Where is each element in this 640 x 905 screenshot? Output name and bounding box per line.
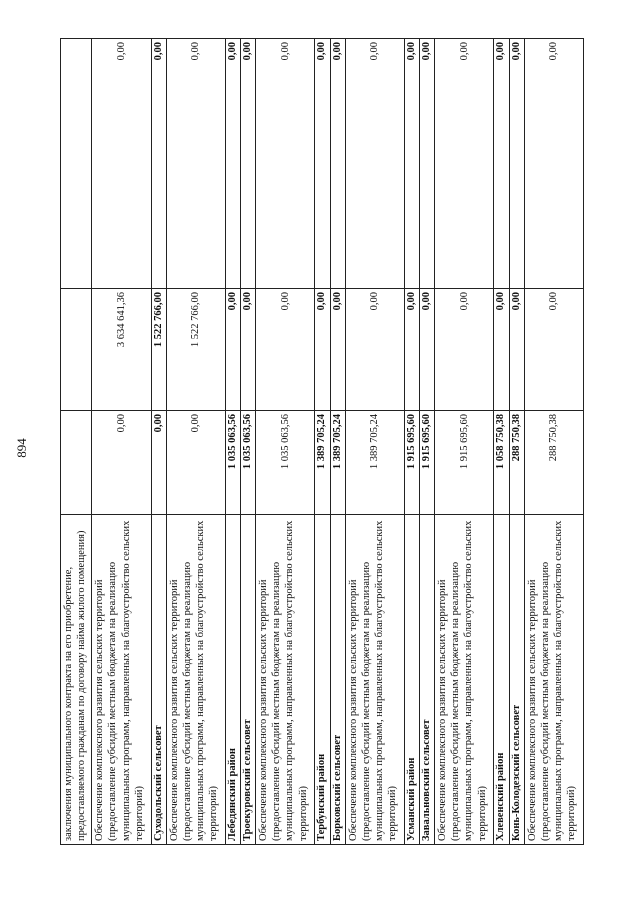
value-cell-3: 0,00: [330, 39, 345, 289]
table-row: [241, 39, 256, 845]
table-row: [256, 39, 315, 845]
table-row: [494, 39, 509, 845]
value-cell-1: [61, 411, 92, 515]
value-cell-2: 0,00: [256, 289, 315, 411]
row-name-cell: заключения муниципального контракта на его приобретение, предоставляемого гражданам по договору найма жилого помещения): [61, 515, 92, 845]
value-cell-3: 0,00: [256, 39, 315, 289]
value-cell-2: 0,00: [241, 289, 256, 411]
row-name-cell: Тербунский район: [315, 515, 330, 845]
budget-table-body: [61, 39, 584, 845]
value-cell-2: 1 522 766,00: [166, 289, 225, 411]
row-name-cell: Лебедянский район: [225, 515, 240, 845]
row-name-cell: Конь-Колодезский сельсовет: [509, 515, 524, 845]
value-cell-2: 3 634 641,36: [92, 289, 151, 411]
value-cell-2: 0,00: [330, 289, 345, 411]
value-cell-3: 0,00: [92, 39, 151, 289]
value-cell-1: 1 058 750,38: [494, 411, 509, 515]
value-cell-3: 0,00: [509, 39, 524, 289]
value-cell-2: 0,00: [345, 289, 404, 411]
row-name-cell: Обеспечение комплексного развития сельских территорий (предоставление субсидий местным бюджетам на реализацию муниципальных программ, направленных на благоустройство сельских территорий): [92, 515, 151, 845]
table-row: [420, 39, 435, 845]
value-cell-1: 1 035 063,56: [225, 411, 240, 515]
value-cell-1: 1 035 063,56: [256, 411, 315, 515]
value-cell-1: 0,00: [92, 411, 151, 515]
value-cell-3: 0,00: [524, 39, 583, 289]
value-cell-3: 0,00: [151, 39, 166, 289]
value-cell-2: 0,00: [524, 289, 583, 411]
value-cell-3: [61, 39, 92, 289]
row-name-cell: Обеспечение комплексного развития сельских территорий (предоставление субсидий местным бюджетам на реализацию муниципальных программ, направленных на благоустройство сельских территорий): [345, 515, 404, 845]
row-name-cell: Обеспечение комплексного развития сельских территорий (предоставление субсидий местным бюджетам на реализацию муниципальных программ, направленных на благоустройство сельских территорий): [524, 515, 583, 845]
rotated-table-container: [60, 39, 584, 845]
table-row: [166, 39, 225, 845]
table-row: [315, 39, 330, 845]
budget-table: [60, 38, 584, 845]
value-cell-3: 0,00: [404, 39, 419, 289]
value-cell-2: 1 522 766,00: [151, 289, 166, 411]
table-row: [524, 39, 583, 845]
value-cell-2: 0,00: [225, 289, 240, 411]
table-row: [92, 39, 151, 845]
row-name-cell: Троекуровский сельсовет: [241, 515, 256, 845]
value-cell-1: 1 915 695,60: [435, 411, 494, 515]
value-cell-1: 0,00: [166, 411, 225, 515]
value-cell-3: 0,00: [166, 39, 225, 289]
value-cell-3: 0,00: [494, 39, 509, 289]
value-cell-1: 1 389 705,24: [330, 411, 345, 515]
value-cell-1: 1 389 705,24: [345, 411, 404, 515]
table-row: [404, 39, 419, 845]
value-cell-1: 0,00: [151, 411, 166, 515]
value-cell-3: 0,00: [315, 39, 330, 289]
row-name-cell: Обеспечение комплексного развития сельских территорий (предоставление субсидий местным бюджетам на реализацию муниципальных программ, направленных на благоустройство сельских территорий): [166, 515, 225, 845]
value-cell-3: 0,00: [420, 39, 435, 289]
value-cell-1: 1 389 705,24: [315, 411, 330, 515]
value-cell-1: 1 035 063,56: [241, 411, 256, 515]
row-name-cell: Обеспечение комплексного развития сельских территорий (предоставление субсидий местным бюджетам на реализацию муниципальных программ, направленных на благоустройство сельских территорий): [435, 515, 494, 845]
value-cell-1: 1 915 695,60: [404, 411, 419, 515]
value-cell-2: 0,00: [420, 289, 435, 411]
value-cell-2: 0,00: [494, 289, 509, 411]
value-cell-3: 0,00: [435, 39, 494, 289]
table-row: [61, 39, 92, 845]
page-number: 894: [13, 438, 29, 458]
table-row: [225, 39, 240, 845]
table-row: [345, 39, 404, 845]
row-name-cell: Хлевенский район: [494, 515, 509, 845]
value-cell-1: 1 915 695,60: [420, 411, 435, 515]
value-cell-3: 0,00: [241, 39, 256, 289]
value-cell-3: 0,00: [345, 39, 404, 289]
row-name-cell: Завальновский сельсовет: [420, 515, 435, 845]
row-name-cell: Борковский сельсовет: [330, 515, 345, 845]
table-row: [435, 39, 494, 845]
row-name-cell: Усманский район: [404, 515, 419, 845]
value-cell-2: 0,00: [509, 289, 524, 411]
row-name-cell: Обеспечение комплексного развития сельских территорий (предоставление субсидий местным бюджетам на реализацию муниципальных программ, направленных на благоустройство сельских территорий): [256, 515, 315, 845]
value-cell-1: 288 750,38: [509, 411, 524, 515]
table-row: [509, 39, 524, 845]
value-cell-2: 0,00: [404, 289, 419, 411]
value-cell-2: [61, 289, 92, 411]
value-cell-3: 0,00: [225, 39, 240, 289]
table-row: [330, 39, 345, 845]
value-cell-2: 0,00: [315, 289, 330, 411]
value-cell-1: 288 750,38: [524, 411, 583, 515]
row-name-cell: Суходольский сельсовет: [151, 515, 166, 845]
value-cell-2: 0,00: [435, 289, 494, 411]
table-row: [151, 39, 166, 845]
